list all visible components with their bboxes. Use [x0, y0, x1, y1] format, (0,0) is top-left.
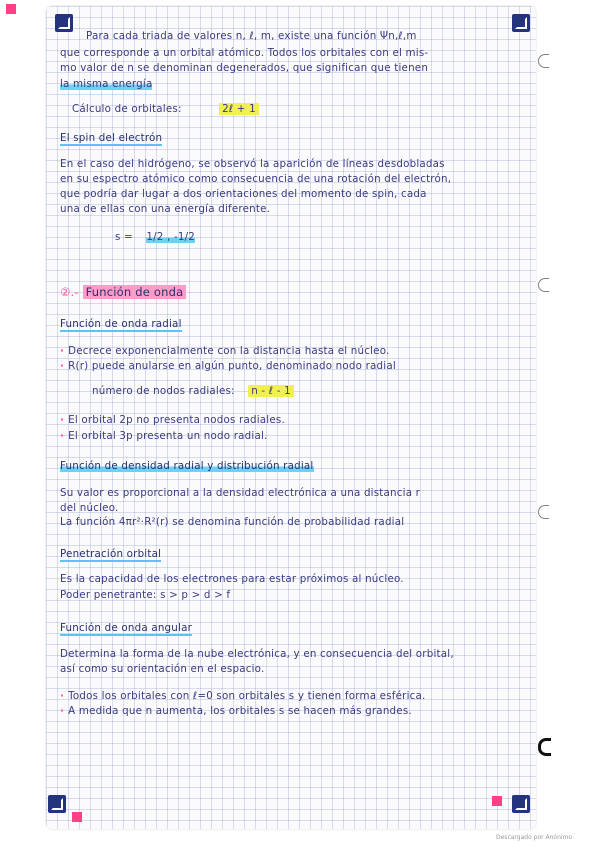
- text-line: Determina la forma de la nube electrónica, y en consecuencia del orbital,: [60, 648, 454, 660]
- section-heading: El spin del electrón: [60, 132, 163, 144]
- list-item: · El orbital 2p no presenta nodos radiales.: [60, 414, 285, 426]
- footer-text: Descargado por Anónimo: [496, 834, 573, 841]
- section-heading: Función de densidad radial y distribución radial: [60, 460, 314, 472]
- text-line: [60, 78, 152, 90]
- list-item: · El orbital 3p presenta un nodo radial.: [60, 430, 268, 442]
- text-line: mo valor de n se denominan degenerados, que significan que tienen: [60, 62, 429, 74]
- section-number: ②.-: [60, 285, 79, 299]
- spin-formula: [115, 231, 195, 243]
- section-title: [60, 286, 186, 298]
- list-item: · Todos los orbitales con ℓ=0 son orbitales s y tienen forma esférica.: [60, 690, 426, 702]
- text-line: del núcleo.: [60, 502, 119, 514]
- corner-logo-top-right-icon: [512, 14, 530, 32]
- highlighted-text: la misma energía: [60, 78, 153, 90]
- spin-values: 1/2 , -1/2: [146, 231, 196, 243]
- text-line: La función 4πr²·R²(r) se denomina función de probabilidad radial: [60, 516, 405, 528]
- formula-line: [92, 385, 294, 397]
- list-item: · R(r) puede anularse en algún punto, denominado nodo radial: [60, 360, 396, 372]
- text-line: una de ellas con una energía diferente.: [60, 203, 271, 215]
- ring-hole-icon: [538, 54, 549, 68]
- corner-logo-top-left-icon: [55, 14, 73, 32]
- ring-hole-icon: [538, 278, 549, 292]
- section-title-text: Función de onda: [83, 285, 187, 299]
- text-line: en su espectro atómico como consecuencia de una rotación del electrón,: [60, 173, 452, 185]
- section-heading: Penetración orbital: [60, 548, 162, 560]
- pink-mark-icon: [6, 4, 16, 14]
- formula-label: Cálculo de orbitales:: [72, 103, 182, 115]
- text-line: En el caso del hidrógeno, se observó la aparición de líneas desdobladas: [60, 158, 445, 170]
- pink-mark-icon: [72, 812, 82, 822]
- text-line: que podría dar lugar a dos orientaciones del momento de spin, cada: [60, 188, 427, 200]
- formula-label: número de nodos radiales:: [92, 385, 235, 397]
- section-heading: Función de onda radial: [60, 318, 182, 330]
- list-item: · Decrece exponencialmente con la distancia hasta el núcleo.: [60, 345, 390, 357]
- text-line: que corresponde a un orbital atómico. Todos los orbitales con el mis-: [60, 47, 429, 59]
- text-line: Poder penetrante: s > p > d > f: [60, 589, 231, 601]
- list-item: · A medida que n aumenta, los orbitales s se hacen más grandes.: [60, 705, 412, 717]
- section-heading: Función de onda angular: [60, 622, 193, 634]
- pink-mark-icon: [492, 796, 502, 806]
- formula-line: [72, 103, 259, 115]
- corner-logo-bottom-left-icon: [48, 795, 66, 813]
- ring-hole-icon: [538, 738, 551, 756]
- formula-highlight: 2ℓ + 1: [219, 103, 259, 115]
- text-line: así como su orientación en el espacio.: [60, 663, 265, 675]
- corner-logo-bottom-right-icon: [512, 795, 530, 813]
- spin-label: s =: [115, 231, 133, 243]
- text-line: Su valor es proporcional a la densidad electrónica a una distancia r: [60, 487, 421, 499]
- text-line: Para cada triada de valores n, ℓ, m, existe una función Ψn,ℓ,m: [86, 30, 417, 42]
- formula-highlight: n - ℓ - 1: [248, 385, 294, 397]
- ring-hole-icon: [538, 505, 549, 519]
- text-line: Es la capacidad de los electrones para estar próximos al núcleo.: [60, 573, 404, 585]
